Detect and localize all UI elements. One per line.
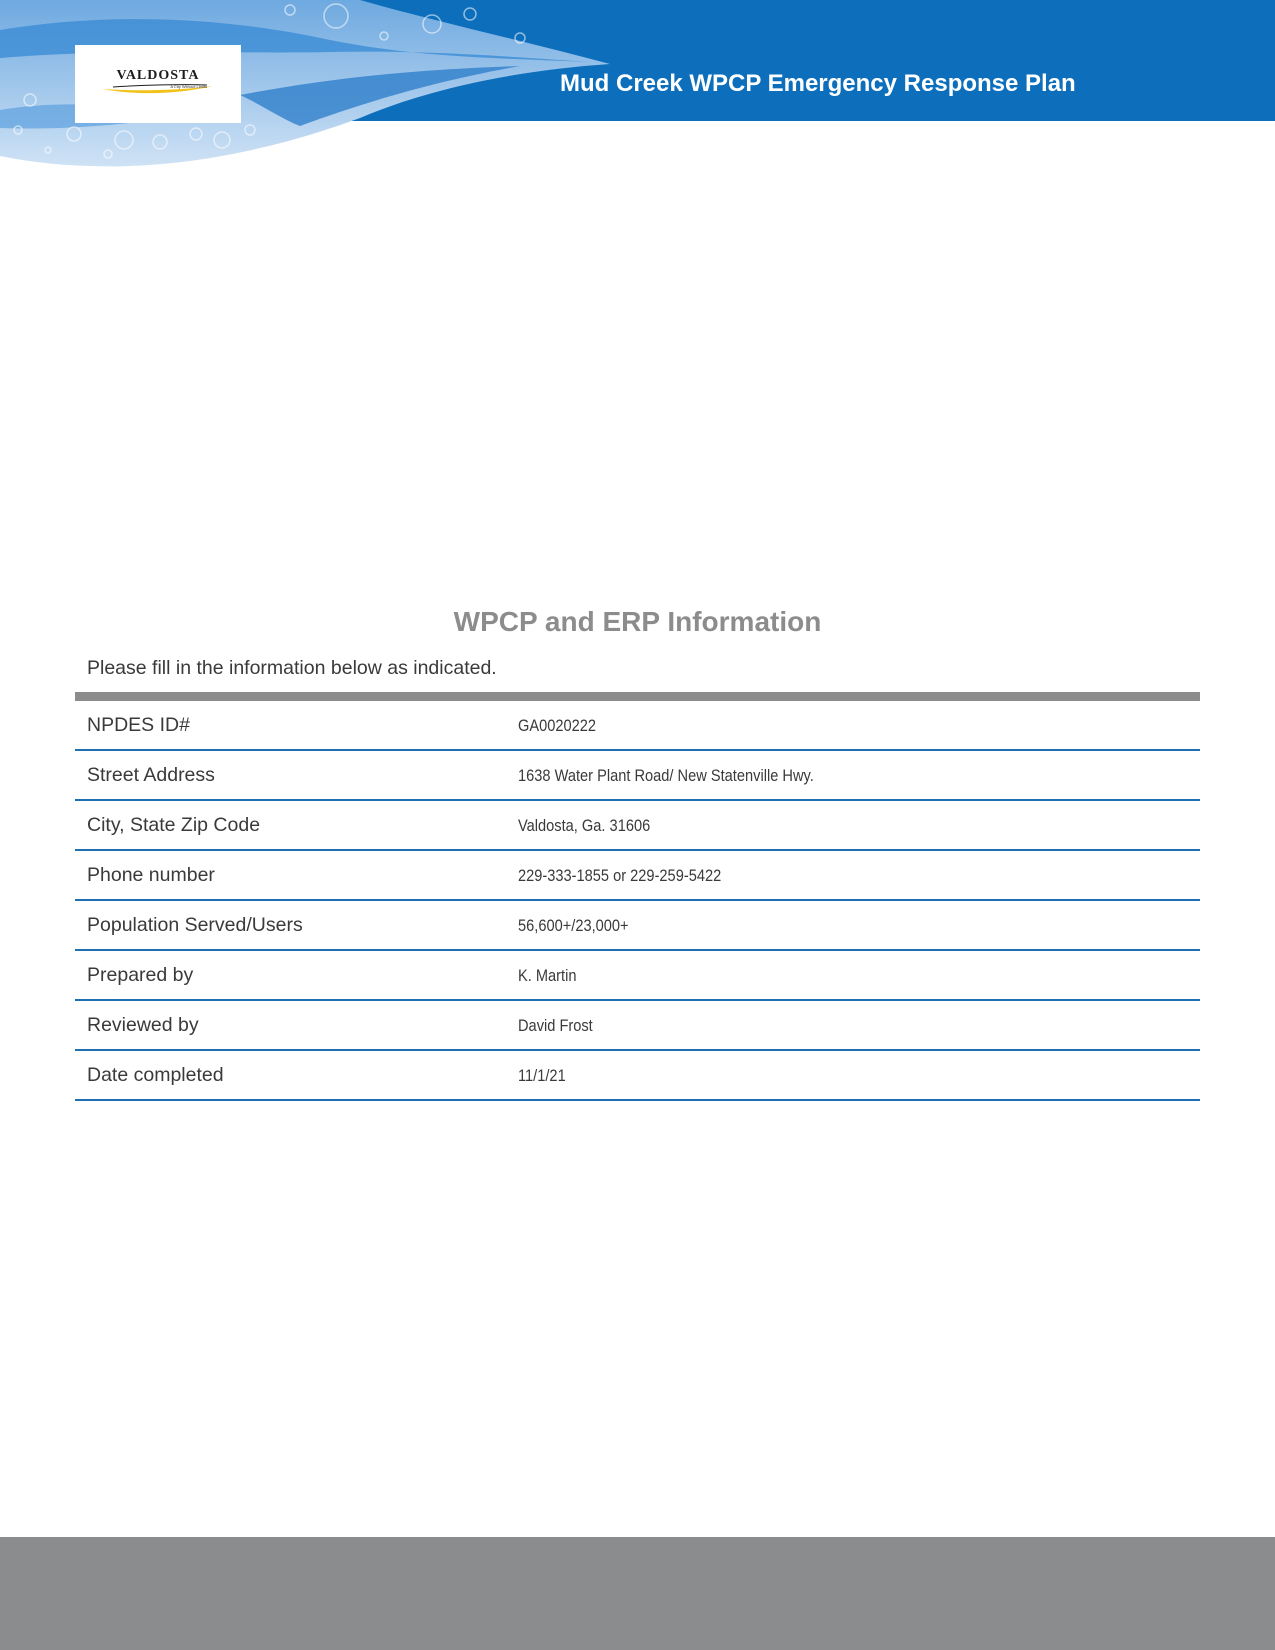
row-npdes-id — [75, 701, 1200, 751]
header-banner — [0, 0, 1275, 170]
row-label: Reviewed by — [87, 1014, 199, 1036]
logo-tagline: A City Without Limits — [170, 84, 207, 89]
row-value[interactable]: GA0020222 — [518, 716, 597, 735]
footer-band — [0, 1537, 1275, 1650]
row-population-served — [75, 901, 1200, 951]
row-value[interactable]: Valdosta, Ga. 31606 — [518, 816, 651, 835]
row-label: Prepared by — [87, 964, 194, 986]
row-value[interactable]: David Frost — [518, 1016, 593, 1035]
row-street-address — [75, 751, 1200, 801]
row-label: City, State Zip Code — [87, 814, 261, 836]
row-date-completed — [75, 1051, 1200, 1101]
row-value[interactable]: 229-333-1855 or 229-259-5422 — [518, 866, 722, 885]
row-label: NPDES ID# — [87, 714, 190, 736]
section-title: WPCP and ERP Information — [453, 606, 822, 637]
row-label: Population Served/Users — [87, 914, 303, 936]
row-label: Date completed — [87, 1064, 224, 1086]
row-city-state-zip — [75, 801, 1200, 851]
instructions-text: Please fill in the information below as indicated. — [87, 657, 497, 679]
row-prepared-by — [75, 951, 1200, 1001]
document-title: Mud Creek WPCP Emergency Response Plan — [560, 70, 1076, 97]
valdosta-logo — [75, 45, 241, 123]
row-phone-number — [75, 851, 1200, 901]
logo-wordmark: VALDOSTA — [116, 68, 200, 83]
row-value[interactable]: 1638 Water Plant Road/ New Statenville Hwy. — [518, 766, 814, 785]
row-value[interactable]: 11/1/21 — [518, 1066, 566, 1085]
row-label: Phone number — [87, 864, 215, 886]
row-label: Street Address — [87, 764, 215, 786]
info-table — [75, 701, 1200, 1101]
row-value[interactable]: 56,600+/23,000+ — [518, 916, 629, 935]
table-top-rule — [75, 692, 1200, 701]
row-value[interactable]: K. Martin — [518, 966, 577, 985]
row-reviewed-by — [75, 1001, 1200, 1051]
